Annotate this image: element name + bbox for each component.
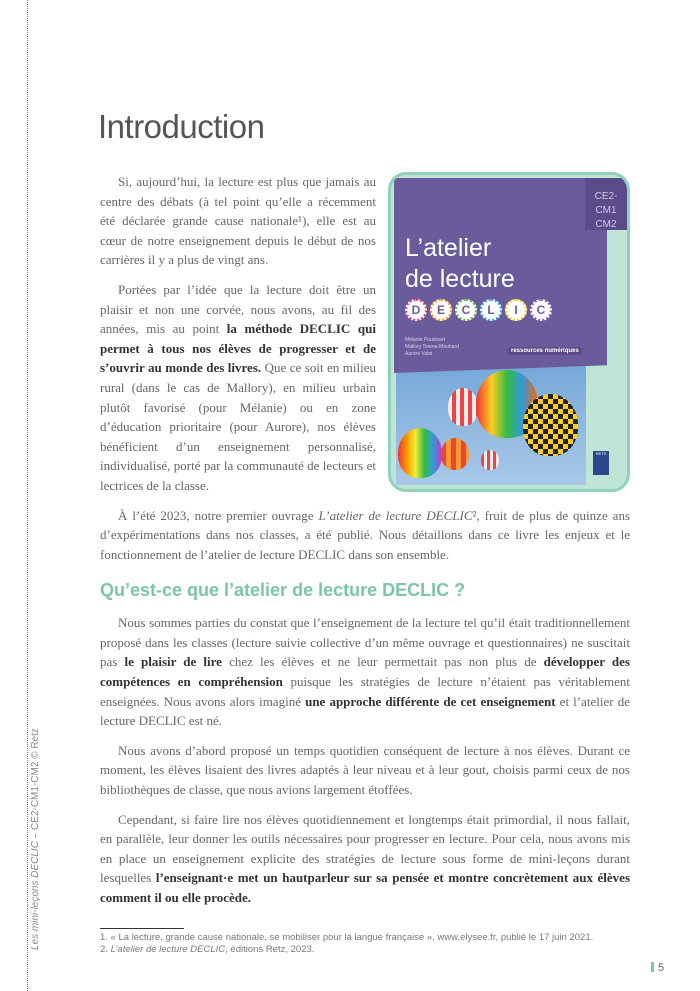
text: chez les élèves et ne leur permettait pas non plus de [221, 654, 544, 670]
sidebar-credit [30, 728, 41, 950]
declic-letter: D [405, 299, 427, 321]
bold-text: l’enseignant·e met un hautparleur sur sa pensée et montre concrètement aux élèves comment il ou elle procède. [100, 870, 631, 905]
page-number [651, 962, 664, 974]
declic-letter: E [430, 299, 452, 321]
declic-letter: C [455, 299, 477, 321]
author: Aurore Valat [405, 351, 433, 357]
text: et l’atelier de lecture DECLIC est né. [100, 693, 630, 729]
cover-title-line-2: de lecture [405, 265, 515, 293]
balloon [398, 428, 442, 478]
italic-text: L’atelier de lecture DECLIC [318, 507, 473, 523]
book-cover [388, 172, 630, 492]
footnote-2 [100, 944, 610, 957]
cover-declic-logo [405, 299, 552, 321]
section-paragraph-3 [100, 810, 630, 908]
footnotes [100, 932, 610, 957]
digital-resources-badge: ressources numériques [508, 347, 582, 355]
bold-text: la méthode DECLIC qui permet à tous nos élèves de progresser et de s’ouvrir au monde des livres. [100, 321, 376, 376]
balloon [448, 388, 478, 426]
balloon [441, 438, 469, 470]
intro-paragraph-1: Si, aujourd’hui, la lecture est plus que jamais au centre des débats (à tel point qu’elle a récemment été déclarée grande cause nationale¹), elle est au cœur de notre enseignement depuis le début de nos carrières il y a plus de vingt ans. [100, 174, 376, 268]
intro-paragraph-3 [100, 506, 630, 565]
bold-text: le plaisir de lire [124, 654, 222, 670]
balloon [481, 450, 499, 470]
text: puisque les stratégies de lecture n’étaient pas véritablement enseignées. Nous avons alors imaginé [100, 674, 630, 709]
level-1: CE2-CM1 [594, 191, 618, 216]
page-number-text: 5 [658, 962, 665, 974]
text: Portées par l’idée que la lecture doit être un plaisir et non une corvée, nous avons, au fil des années, mis au point [100, 281, 376, 337]
text: Cependant, si faire lire nos élèves quotidiennement et longtemps était primordial, il nous fallait, en parallèle, leur donner les outils nécessaires pour progresser en lecture. Pour cela, nous avons mis en place un enseignement explicite des stratégies de lecture sous forme de mini-leçons durant lesquelles [100, 811, 630, 886]
section-heading: Qu’est-ce que l’atelier de lecture DECLIC ? [100, 580, 466, 601]
text: À l’été 2023, notre premier ouvrage [118, 507, 319, 523]
declic-letter: C [530, 299, 552, 321]
text: 2. [100, 944, 111, 956]
page-body [100, 172, 631, 956]
credit-title: Les mini-leçons DECLIC [30, 841, 41, 950]
page-marker-icon [651, 962, 654, 972]
declic-letter: L [480, 299, 502, 321]
declic-letter: I [505, 299, 527, 321]
credit-rest: – CE2-CM1-CM2 © Retz [30, 728, 41, 842]
text: , éditions Retz, 2023. [225, 944, 315, 956]
section-paragraph-1 [100, 613, 630, 731]
cover-level-badge [585, 178, 627, 230]
publisher-logo: RETZ [593, 451, 609, 475]
bold-text: développer des compétences en compréhension [100, 654, 630, 690]
section-paragraph-2: Nous avons d’abord proposé un temps quotidien conséquent de lecture à nos élèves. Durant ce moment, les élèves lisaient des livres adaptés à leur niveau et à leur gout, choisis parmi ceux de nos bibliothèques de classe, que nous avions largement étoffées. [100, 742, 630, 798]
bold-text: une approche différente de cet enseignement [305, 693, 556, 709]
margin-dotted-line [27, 0, 28, 991]
cover-authors [405, 337, 459, 358]
italic-text: L’atelier de lecture DECLIC [110, 944, 226, 956]
text: ², fruit de plus de quinze ans d’expérimentations dans nos classes, a été publié. Nous détaillons dans ce livre les enjeux et le fonctionnement de l’atelier de lecture DECLIC dans son ensemble. [100, 507, 630, 562]
text: Que ce soit en milieu rural (dans le cas de Mallory), en milieu urbain plutôt favorisé (pour Mélanie) ou en zone d’éducation prioritaire (pour Aurore), nos élèves bénéficient d’un enseignement personnalisé, individualisé, porté par la communauté de lecteurs et lectrices de la classe. [100, 360, 376, 493]
cover-title-line-1: L’atelier [405, 234, 492, 262]
level-2: CM2 [595, 219, 617, 230]
page-title: Introduction [98, 108, 265, 145]
author: Mallory Tinena-Mouhard [405, 344, 459, 350]
footnote-rule [100, 928, 184, 929]
text: Nous sommes parties du constat que l’enseignement de la lecture tel qu’il était traditionnellement proposé dans les classes (lecture suivie collective d’un même ouvrage et questionnaires) ne suscitait pas [100, 615, 630, 670]
cover-title [405, 233, 515, 295]
balloon [523, 394, 578, 456]
footnote-area [100, 918, 630, 957]
content-flow [100, 172, 630, 918]
author: Mélanie Poudoset [405, 337, 446, 343]
footnote-1: 1. « La lecture, grande cause nationale, se mobiliser pour la langue française », www.elysee.fr, publié le 17 juin 2021. [100, 931, 594, 943]
